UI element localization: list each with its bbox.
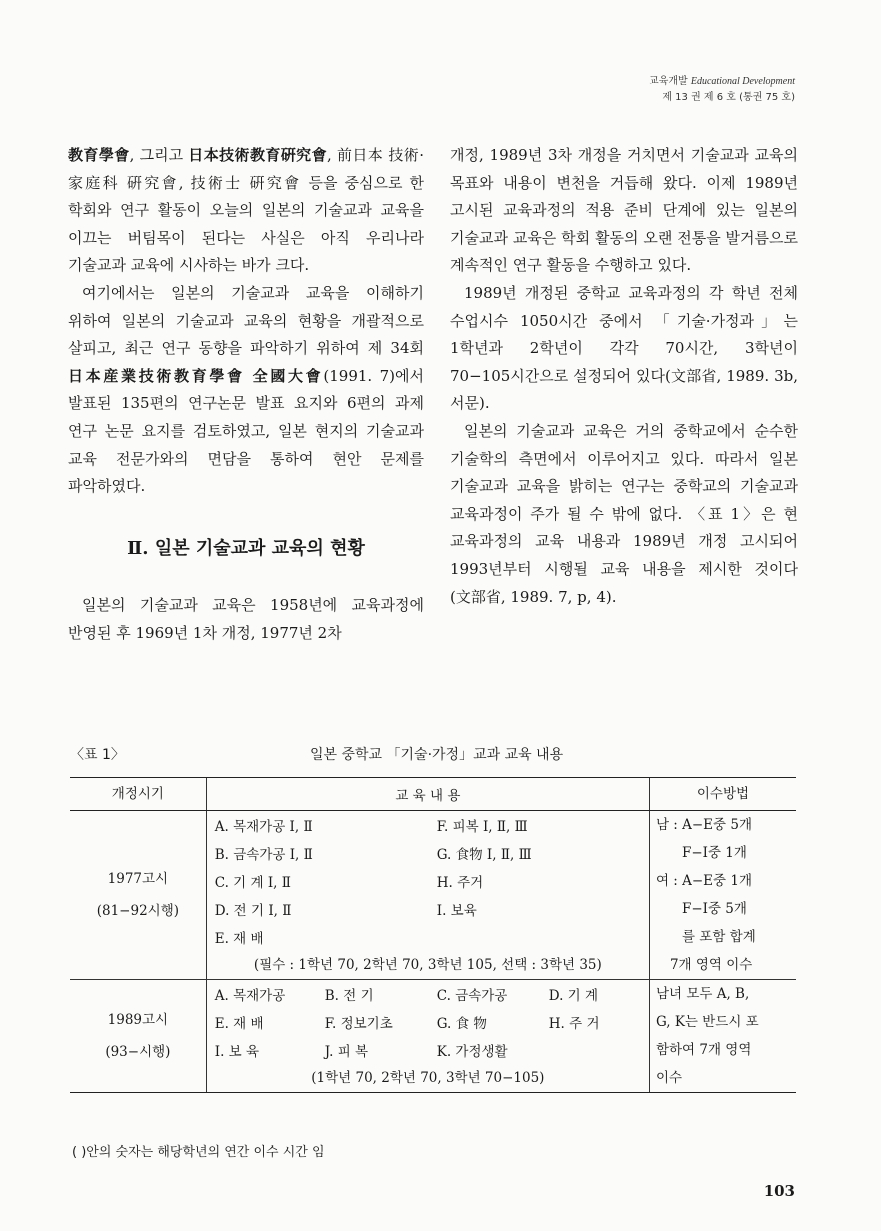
method-line: F−I중 1개 (681, 845, 747, 861)
content-line (207, 811, 649, 839)
period-cell (70, 980, 206, 1093)
table-row-1989 (70, 980, 796, 1093)
header-method: 이수방법 (649, 778, 796, 811)
paragraph: 일본의 기술교과 교육은 1958년에 교육과정에 반영된 후 1969년 1차 개정, 1977년 2차 (68, 596, 424, 642)
content-item: B. 전 기 (324, 988, 374, 1004)
period-cell (70, 811, 206, 980)
method-line: 남녀 모두 A, B, (655, 986, 750, 1002)
content-item: J. 피 복 (324, 1044, 369, 1060)
page-number: 103 (763, 1182, 795, 1200)
table-footnote: ( )안의 숫자는 해당학년의 연간 이수 시간 임 (72, 1145, 325, 1160)
bold-term: 日本産業技術教育學會 全國大會 (68, 366, 324, 385)
text-run: (1991. 7)에서 발표된 135편의 연구논문 발표 요지와 6편의 과제 연구 논문 요지를 검토하였고, 일본 현지의 기술교과 교육 전문가와의 면담을 통하여 현안 문제를 파악하였다. (68, 366, 424, 496)
content-item: C. 기 계 Ⅰ, Ⅱ (214, 875, 291, 891)
method-line: 여 : A−E중 1개 (655, 873, 753, 889)
content-line (207, 1008, 649, 1036)
journal-name-en: Educational Development (690, 76, 795, 87)
content-item: I. 보 육 (214, 1044, 260, 1060)
paragraph (68, 142, 424, 280)
left-column (68, 142, 424, 648)
text-run: , 그리고 (129, 146, 189, 164)
period-label: 1989고시 (107, 1012, 169, 1028)
content-item: E. 재 배 (214, 931, 264, 947)
period-sub: (81−92시행) (96, 903, 180, 919)
content-item: G. 食物 Ⅰ, Ⅱ, Ⅲ (436, 847, 532, 863)
content-item: B. 금속가공 Ⅰ, Ⅱ (214, 847, 313, 863)
method-line: 이수 (655, 1070, 683, 1086)
method-line: 함하여 7개 영역 (655, 1042, 752, 1058)
content-item: A. 목재가공 (214, 988, 286, 1004)
section-heading: Ⅱ. 일본 기술교과 교육의 현황 (127, 537, 365, 559)
issue-info: 제 13 권 제 6 호 (통권 75 호) (662, 92, 795, 103)
method-line: 7개 영역 이수 (669, 957, 753, 973)
paragraph: 개정, 1989년 3차 개정을 거치면서 기술교과 교육의 목표와 내용이 변천을 거듭해 왔다. 이제 1989년 고시된 교육과정의 적용 준비 단계에 있는 일본의 기술교과 교육은 학회 활동의 오랜 전통을 발거름으로 계속적인 연구 활동을 수행하고 있다. (450, 146, 798, 275)
content-line (207, 923, 649, 951)
content-line (207, 867, 649, 895)
content-item: H. 주거 (436, 875, 484, 891)
content-item: I. 보육 (436, 903, 477, 919)
table-title: 일본 중학교 「기술·가정」교과 교육 내용 (310, 747, 564, 763)
content-line (207, 895, 649, 923)
content-item: G. 食 物 (436, 1016, 487, 1032)
header-content: 교 육 내 용 (206, 778, 649, 811)
method-cell (649, 811, 796, 980)
content-cell (206, 980, 649, 1093)
method-line: 남 : A−E중 5개 (655, 817, 753, 833)
hours-note: (필수 : 1학년 70, 2학년 70, 3학년 105, 선택 : 3학년 35) (253, 957, 602, 973)
table-header-row (70, 778, 796, 811)
table-label: 〈표 1〉 (70, 747, 125, 763)
content-item: H. 주 거 (548, 1016, 600, 1032)
method-cell (649, 980, 796, 1093)
period-sub: (93−시행) (105, 1044, 171, 1060)
content-line (207, 1036, 649, 1064)
content-item: C. 금속가공 (436, 988, 508, 1004)
content-item: F. 정보기초 (324, 1016, 393, 1032)
paragraph (68, 280, 424, 501)
method-line: F−I중 5개 (681, 901, 747, 917)
content-item: D. 전 기 Ⅰ, Ⅱ (214, 903, 292, 919)
bold-term: 教育學會 (68, 146, 130, 164)
header-period: 개정시기 (70, 778, 206, 811)
text-run: , 前日本 技術·家庭科 硏究會, 技術士 硏究會 등을 중심으로 한 학회와 연구 활동이 오늘의 일본의 기술교과 교육을 이끄는 버팀목이 된다는 사실은 아직 우리나라 기술교과 교육에 시사하는 바가 크다. (68, 146, 424, 275)
content-item: D. 기 계 (548, 988, 599, 1004)
content-line (207, 980, 649, 1008)
content-item: K. 가정생활 (436, 1044, 508, 1060)
content-item: F. 피복 Ⅰ, Ⅱ, Ⅲ (436, 819, 528, 835)
content-item: E. 재 배 (214, 1016, 264, 1032)
method-line: 를 포함 합계 (681, 929, 756, 945)
paragraph: 일본의 기술교과 교육은 거의 중학교에서 순수한 기술학의 측면에서 이루어지고 있다. 따라서 일본 기술교과 교육을 밝히는 연구는 중학교의 기술교과 교육과정이 주가 될 수 밖에 없다. 〈표 1〉은 현 교육과정의 교육 내용과 1989년 개정 고시되어 1993년부터 시행될 교육 내용을 제시한 것이다(文部省, 1989. 7, p, 4). (450, 421, 798, 606)
bold-term: 日本技術教育硏究會 (188, 146, 328, 164)
running-header (649, 74, 795, 106)
hours-note: (1학년 70, 2학년 70, 3학년 70−105) (311, 1070, 545, 1086)
period-label: 1977고시 (107, 871, 169, 887)
table-row-1977 (70, 811, 796, 980)
curriculum-table (70, 777, 796, 1093)
content-cell (206, 811, 649, 980)
method-line: G, K는 반드시 포 (655, 1014, 759, 1030)
journal-name-ko: 교육개발 (649, 76, 688, 87)
content-line (207, 839, 649, 867)
content-item: A. 목재가공 Ⅰ, Ⅱ (214, 819, 313, 835)
right-column (450, 142, 798, 611)
paragraph: 1989년 개정된 중학교 교육과정의 각 학년 전체 수업시수 1050시간 중에서 「기술·가정과」는 1학년과 2학년이 각각 70시간, 3학년이 70−105시간으로 설정되어 있다(文部省, 1989. 3b, 서문). (450, 283, 798, 413)
text-run: 여기에서는 일본의 기술교과 교육을 이해하기 위하여 일본의 기술교과 교육의 현황을 개괄적으로 살피고, 최근 연구 동향을 파악하기 위하여 제 34회 (68, 283, 424, 358)
